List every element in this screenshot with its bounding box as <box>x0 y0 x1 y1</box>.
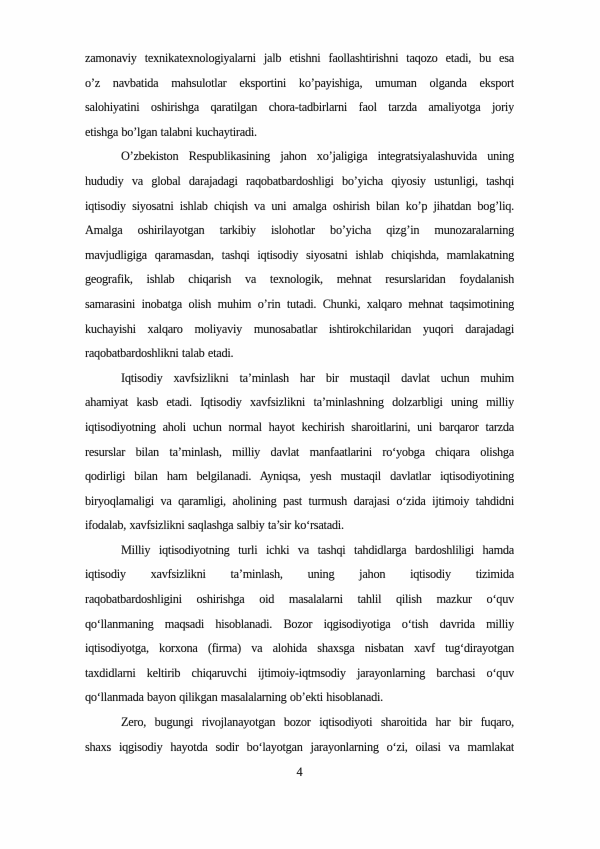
text-block <box>85 46 514 784</box>
page-number: 4 <box>296 764 303 779</box>
paragraph-5 <box>85 710 514 759</box>
text-line: zamonaviy texnikatexnologiyalarni jalb etishni faollashtirishni taqozo etadi, bu esa <box>85 51 514 65</box>
text-line: qoʻllanmaning maqsadi hisoblanadi. Bozor iqgisodiyotiga oʻtish davrida milliy <box>85 616 514 631</box>
text-line: Iqtisodiy xavfsizlikni ta’minlash har bir mustaqil davlat uchun muhim <box>121 370 514 385</box>
text-line: mavjudligiga qaramasdan, tashqi iqtisodiy siyosatni ishlab chiqishda, mamlakatning <box>85 247 514 262</box>
text-line: Zero, bugungi rivojlanayotgan bozor iqtisodiyoti sharoitida har bir fuqaro, <box>121 715 514 730</box>
text-line: Amalga oshirilayotgan tarkibiy islohotlar bo’yicha qizg’in munozaralarning <box>85 223 514 238</box>
text-line: O’zbekiston Respublikasining jahon xo’jaligiga integratsiyalashuvida uning <box>121 149 514 164</box>
text-line: iqtisodiy siyosatni ishlab chiqish va uni amalga oshirish bilan ko’p jihatdan bog’liq. <box>85 198 514 213</box>
text-line: iqtisodiy xavfsizlikni ta’minlash, uning jahon iqtisodiy tizimida <box>85 567 514 582</box>
paragraph-4 <box>85 538 514 710</box>
text-line: biryoqlamaligi va qaramligi, aholining past turmush darajasi oʻzida ijtimoiy tahdidni <box>85 493 514 508</box>
text-line: salohiyatini oshirishga qaratilgan chora-tadbirlarni faol tarzda amaliyotga joriy <box>85 100 514 115</box>
paragraph-1 <box>85 46 514 144</box>
text-line: geografik, ishlab chiqarish va texnologik, mehnat resurslaridan foydalanish <box>85 272 514 287</box>
text-line: raqobatbardoshlikni talab etadi. <box>85 346 234 361</box>
text-line: raqobatbardoshligini oshirishga oid masalalarni tahlil qilish mazkur oʻquv <box>85 592 514 607</box>
text-line: resurslar bilan ta’minlash, milliy davlat manfaatlarini roʻyobga chiqara olishga <box>85 444 514 459</box>
paragraph-2 <box>85 144 514 365</box>
text-line: iqtisodiyotning aholi uchun normal hayot kechirish sharoitlarini, uni barqaror tarzda <box>85 419 514 434</box>
text-line: ifodalab, xavfsizlikni saqlashga salbiy ta’sir koʻrsatadi. <box>85 518 344 533</box>
text-line: taxdidlarni keltirib chiqaruvchi ijtimoiy-iqtmsodiy jarayonlarning barchasi oʻquv <box>85 665 514 680</box>
text-line: Milliy iqtisodiyotning turli ichki va tashqi tahdidlarga bardoshliligi hamda <box>121 542 514 557</box>
text-line: samarasini inobatga olish muhim o’rin tutadi. Chunki, xalqaro mehnat taqsimotining <box>85 296 514 311</box>
text-line: ahamiyat kasb etadi. Iqtisodiy xavfsizlikni ta’minlashning dolzarbligi uning milliy <box>85 395 514 410</box>
text-line: hududiy va global darajadagi raqobatbardoshligi bo’yicha qiyosiy ustunligi, tashqi <box>85 173 514 188</box>
text-line: qodirligi bilan ham belgilanadi. Ayniqsa, yesh mustaqil davlatlar iqtisodiyotining <box>85 469 514 484</box>
text-line: iqtisodiyotga, korxona (firma) va alohida shaxsga nisbatan xavf tugʻdirayotgan <box>85 641 514 656</box>
paragraph-3 <box>85 366 514 538</box>
text-line: kuchayishi xalqaro moliyaviy munosabatlar ishtirokchilaridan yuqori darajadagi <box>85 321 514 336</box>
text-line: shaxs iqgisodiy hayotda sodir boʻlayotgan jarayonlarning oʻzi, oilasi va mamlakat <box>85 739 514 754</box>
text-line: qoʻllanmada bayon qilikgan masalalarning ob’ekti hisoblanadi. <box>85 690 384 705</box>
text-line: etishga bo’lgan talabni kuchaytiradi. <box>85 124 257 139</box>
text-line: o’z navbatida mahsulotlar eksportini ko’payishiga, umuman olganda eksport <box>85 75 514 90</box>
